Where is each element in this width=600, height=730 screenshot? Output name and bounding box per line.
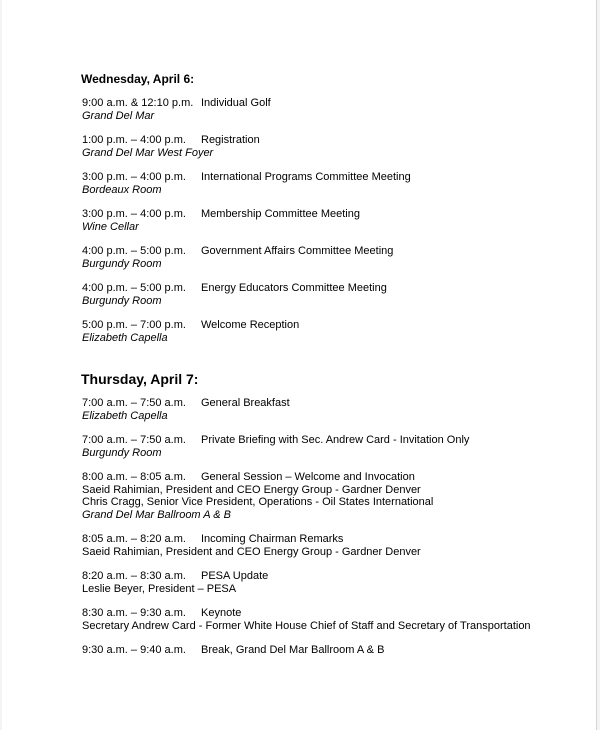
schedule-entry [82,319,582,344]
entry-time: 3:00 p.m. – 4:00 p.m. [82,171,186,183]
entry-location: Grand Del Mar Ballroom A & B [82,508,231,521]
entry-title: Welcome Reception [201,319,300,331]
entry-location: Burgundy Room [82,446,162,459]
speaker-line: Saeid Rahimian, President and CEO Energy Group - Gardner Denver [82,483,421,496]
entry-location: Bordeaux Room [82,183,162,196]
schedule-entry [82,607,582,632]
schedule-entry [82,644,582,657]
entry-title: Membership Committee Meeting [201,208,360,220]
entry-title: Incoming Chairman Remarks [201,533,344,545]
entry-title: PESA Update [201,570,269,582]
day-heading-wednesday: Wednesday, April 6: [81,72,195,86]
speaker-line: Saeid Rahimian, President and CEO Energy Group - Gardner Denver [82,545,421,558]
document-page [2,0,597,730]
entry-title: Individual Golf [201,97,271,109]
entry-time: 7:00 a.m. – 7:50 a.m. [82,397,186,409]
entry-title: Private Briefing with Sec. Andrew Card - Invitation Only [201,434,470,446]
entry-title: Break, Grand Del Mar Ballroom A & B [201,644,385,656]
schedule-entry [82,245,582,270]
entry-location: Grand Del Mar [82,109,155,122]
entry-time: 3:00 p.m. – 4:00 p.m. [82,208,186,220]
schedule-entry [82,171,582,196]
entry-title: International Programs Committee Meeting [201,171,411,183]
schedule-entry [82,471,582,521]
schedule-entry [82,208,582,233]
entry-title: Government Affairs Committee Meeting [201,245,394,257]
schedule-entry [82,134,582,159]
entry-time: 8:20 a.m. – 8:30 a.m. [82,570,186,582]
speaker-line: Secretary Andrew Card - Former White House Chief of Staff and Secretary of Transportation [82,619,531,632]
day-heading-thursday: Thursday, April 7: [81,371,199,387]
schedule-entry [82,434,582,459]
entry-location: Burgundy Room [82,257,162,270]
schedule-entry [82,97,582,122]
entry-location: Grand Del Mar West Foyer [82,146,214,159]
schedule-entry [82,533,582,558]
entry-location: Elizabeth Capella [82,331,168,344]
speaker-line: Leslie Beyer, President – PESA [82,582,237,595]
schedule-entry [82,397,582,422]
entry-title: General Breakfast [201,397,290,409]
entry-time: 9:00 a.m. & 12:10 p.m. [82,97,194,109]
entry-time: 4:00 p.m. – 5:00 p.m. [82,245,186,257]
entry-location: Burgundy Room [82,294,162,307]
speaker-line: Chris Cragg, Senior Vice President, Operations - Oil States International [82,496,434,508]
entry-time: 8:05 a.m. – 8:20 a.m. [82,533,186,545]
schedule-entry [82,570,582,595]
schedule-entry [82,282,582,307]
entry-time: 1:00 p.m. – 4:00 p.m. [82,134,186,146]
entry-time: 4:00 p.m. – 5:00 p.m. [82,282,186,294]
entry-location: Wine Cellar [82,220,139,233]
entry-time: 9:30 a.m. – 9:40 a.m. [82,644,186,656]
entry-title: Registration [201,134,260,146]
entry-time: 5:00 p.m. – 7:00 p.m. [82,319,186,331]
entry-time: 8:30 a.m. – 9:30 a.m. [82,607,186,619]
entry-title: Keynote [201,607,242,619]
entry-location: Elizabeth Capella [82,409,168,422]
entry-title: Energy Educators Committee Meeting [201,282,387,294]
entry-time: 8:00 a.m. – 8:05 a.m. [82,471,186,483]
entry-time: 7:00 a.m. – 7:50 a.m. [82,434,186,446]
entry-title: General Session – Welcome and Invocation [201,471,415,483]
